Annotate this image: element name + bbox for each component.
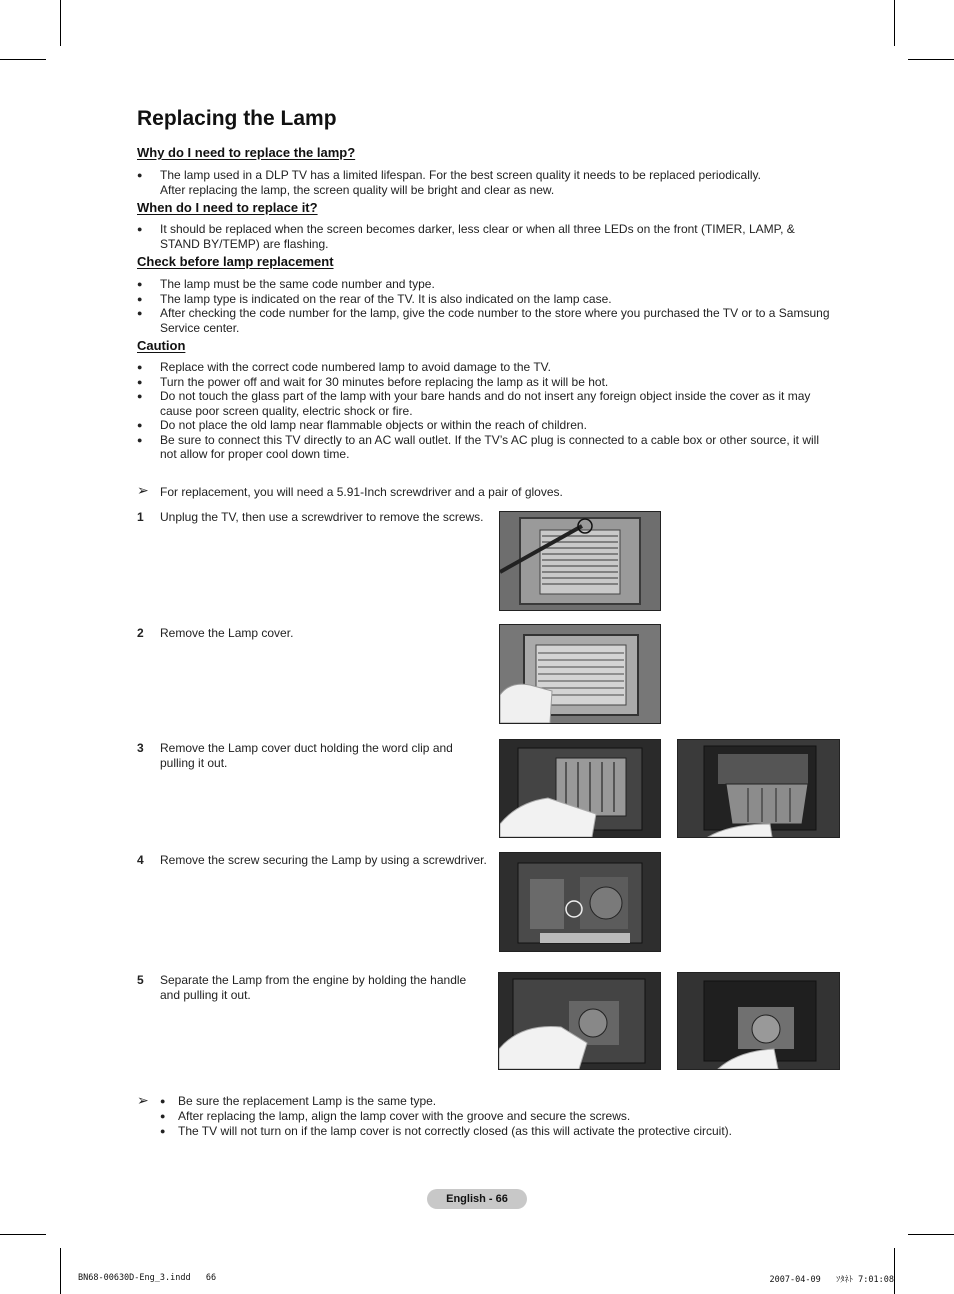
footer-file-info: BN68-00630D-Eng_3.indd 66	[78, 1273, 217, 1283]
list-item: ● Be sure the replacement Lamp is the same type.	[160, 1094, 437, 1108]
note-text: Be sure the replacement Lamp is the same type.	[178, 1094, 437, 1108]
list-item: ● Do not place the old lamp near flammable objects or within the reach of children.	[137, 418, 587, 432]
note-text: After replacing the lamp, align the lamp cover with the groove and secure the screws.	[178, 1109, 631, 1123]
list-item: ● It should be replaced when the screen becomes darker, less clear or when all three LEDs on the front (TIMER, LAMP, & STAND BY/TEMP) are flashing.	[137, 222, 795, 251]
bullet-text: The lamp type is indicated on the rear of the TV. It is also indicated on the lamp case.	[160, 291, 612, 306]
bullet-text: Do not place the old lamp near flammable objects or within the reach of children.	[160, 418, 587, 432]
section-heading-caution: Caution	[137, 338, 186, 353]
step-number: 3	[137, 741, 144, 755]
photo-step-2-cover	[499, 624, 661, 724]
section-bullets-check	[137, 277, 837, 335]
crop-mark	[894, 1248, 895, 1294]
photo-step-5b-lamp-removal	[677, 972, 840, 1070]
bullet-text: It should be replaced when the screen becomes darker, less clear or when all three LEDs on the front (TIMER, LAMP, & STAND BY/TEMP) are flashing.	[160, 222, 795, 251]
list-item: ● The lamp must be the same code number and type.	[137, 277, 435, 291]
final-notes	[137, 1094, 857, 1139]
bullet-text: After checking the code number for the lamp, give the code number to the store where you purchased the TV or to a Samsung Service center.	[160, 306, 830, 335]
step-number: 1	[137, 510, 144, 524]
page-title: Replacing the Lamp	[137, 107, 337, 130]
lamp-removal-image-2	[678, 973, 839, 1069]
step-text: Remove the screw securing the Lamp by using a screwdriver.	[160, 853, 487, 867]
tv-rear-grille-image	[500, 512, 660, 610]
crop-mark	[0, 59, 46, 60]
list-item: ● Do not touch the glass part of the lamp with your bare hands and do not insert any foreign object inside the cover as it may cause poor screen quality, electric shock or fire.	[137, 389, 811, 418]
list-item: ● The lamp used in a DLP TV has a limited lifespan. For the best screen quality it needs to be replaced periodically. After replacing the lamp, the screen quality will be bright and clear as new.	[137, 168, 761, 197]
photo-step-5a-lamp-removal	[498, 972, 661, 1070]
list-item: ● The lamp type is indicated on the rear of the TV. It is also indicated on the lamp case.	[137, 291, 612, 306]
list-item: ● After replacing the lamp, align the lamp cover with the groove and secure the screws.	[160, 1109, 631, 1123]
list-item: ● Turn the power off and wait for 30 minutes before replacing the lamp as it will be hot.	[137, 374, 609, 389]
photo-step-1-screws	[499, 511, 661, 611]
list-item: ● Be sure to connect this TV directly to an AC wall outlet. If the TV’s AC plug is connected to a cable box or other source, it will not allow for proper cool down time.	[137, 432, 820, 461]
section-bullets-caution	[137, 360, 837, 462]
cover-duct-image-1	[500, 740, 660, 837]
bullet-text: Replace with the correct code numbered lamp to avoid damage to the TV.	[160, 360, 551, 374]
photo-step-3b-duct	[677, 739, 840, 838]
crop-mark	[908, 59, 954, 60]
step-text: Unplug the TV, then use a screwdriver to remove the screws.	[160, 510, 484, 524]
bullet-text: Turn the power off and wait for 30 minutes before replacing the lamp as it will be hot.	[160, 374, 609, 389]
step-1	[137, 510, 487, 525]
step-text: Separate the Lamp from the engine by holding the handle and pulling it out.	[160, 973, 467, 1002]
lamp-cover-image	[500, 625, 660, 723]
step-text: Remove the Lamp cover duct holding the word clip and pulling it out.	[160, 741, 453, 770]
footer-timestamp: 2007-04-09 ｿﾀﾈﾄ 7:01:08	[769, 1275, 894, 1285]
step-5	[137, 973, 487, 1002]
final-notes-list	[160, 1094, 857, 1139]
crop-mark	[60, 1248, 61, 1294]
crop-mark	[0, 1234, 46, 1235]
bullet-text: Be sure to connect this TV directly to an AC wall outlet. If the TV’s AC plug is connected to a cable box or other source, it will not allow for proper cool down time.	[160, 432, 820, 461]
list-item: ● Replace with the correct code numbered lamp to avoid damage to the TV.	[137, 360, 551, 374]
bullet-text: The lamp used in a DLP TV has a limited lifespan. For the best screen quality it needs to be replaced periodically. After replacing the lamp, the screen quality will be bright and clear as new.	[160, 168, 761, 197]
step-3	[137, 741, 487, 770]
photo-step-3a-duct	[499, 739, 661, 838]
section-heading-when: When do I need to replace it?	[137, 200, 318, 215]
crop-mark	[60, 0, 61, 46]
note-text: The TV will not turn on if the lamp cover is not correctly closed (as this will activate the protective circuit).	[178, 1124, 732, 1138]
step-number: 4	[137, 853, 144, 867]
step-number: 2	[137, 626, 144, 640]
step-text: Remove the Lamp cover.	[160, 626, 294, 640]
bullet-text: Do not touch the glass part of the lamp with your bare hands and do not insert any foreign object inside the cover as it may cause poor screen quality, electric shock or fire.	[160, 389, 811, 418]
photo-step-4-lamp-screw	[499, 852, 661, 952]
lamp-screw-image	[500, 853, 660, 951]
page-number-badge: English - 66	[427, 1189, 527, 1209]
step-2	[137, 626, 487, 641]
step-4	[137, 853, 487, 868]
arrow-icon: ➢	[137, 1092, 149, 1108]
lamp-removal-image-1	[499, 973, 660, 1069]
arrow-icon: ➢	[137, 482, 149, 498]
section-heading-check: Check before lamp replacement	[137, 254, 334, 269]
bullet-text: The lamp must be the same code number and type.	[160, 277, 435, 291]
crop-mark	[894, 0, 895, 46]
section-bullets-when	[137, 222, 837, 251]
list-item: ● The TV will not turn on if the lamp cover is not correctly closed (as this will activate the protective circuit).	[160, 1124, 732, 1138]
section-bullets-why	[137, 168, 837, 197]
list-item: ● After checking the code number for the lamp, give the code number to the store where you purchased the TV or to a Samsung Service center.	[137, 306, 830, 335]
crop-mark	[908, 1234, 954, 1235]
tool-note-text: For replacement, you will need a 5.91-Inch screwdriver and a pair of gloves.	[160, 485, 563, 499]
section-heading-why: Why do I need to replace the lamp?	[137, 145, 356, 160]
cover-duct-image-2	[678, 740, 839, 837]
step-number: 5	[137, 973, 144, 987]
